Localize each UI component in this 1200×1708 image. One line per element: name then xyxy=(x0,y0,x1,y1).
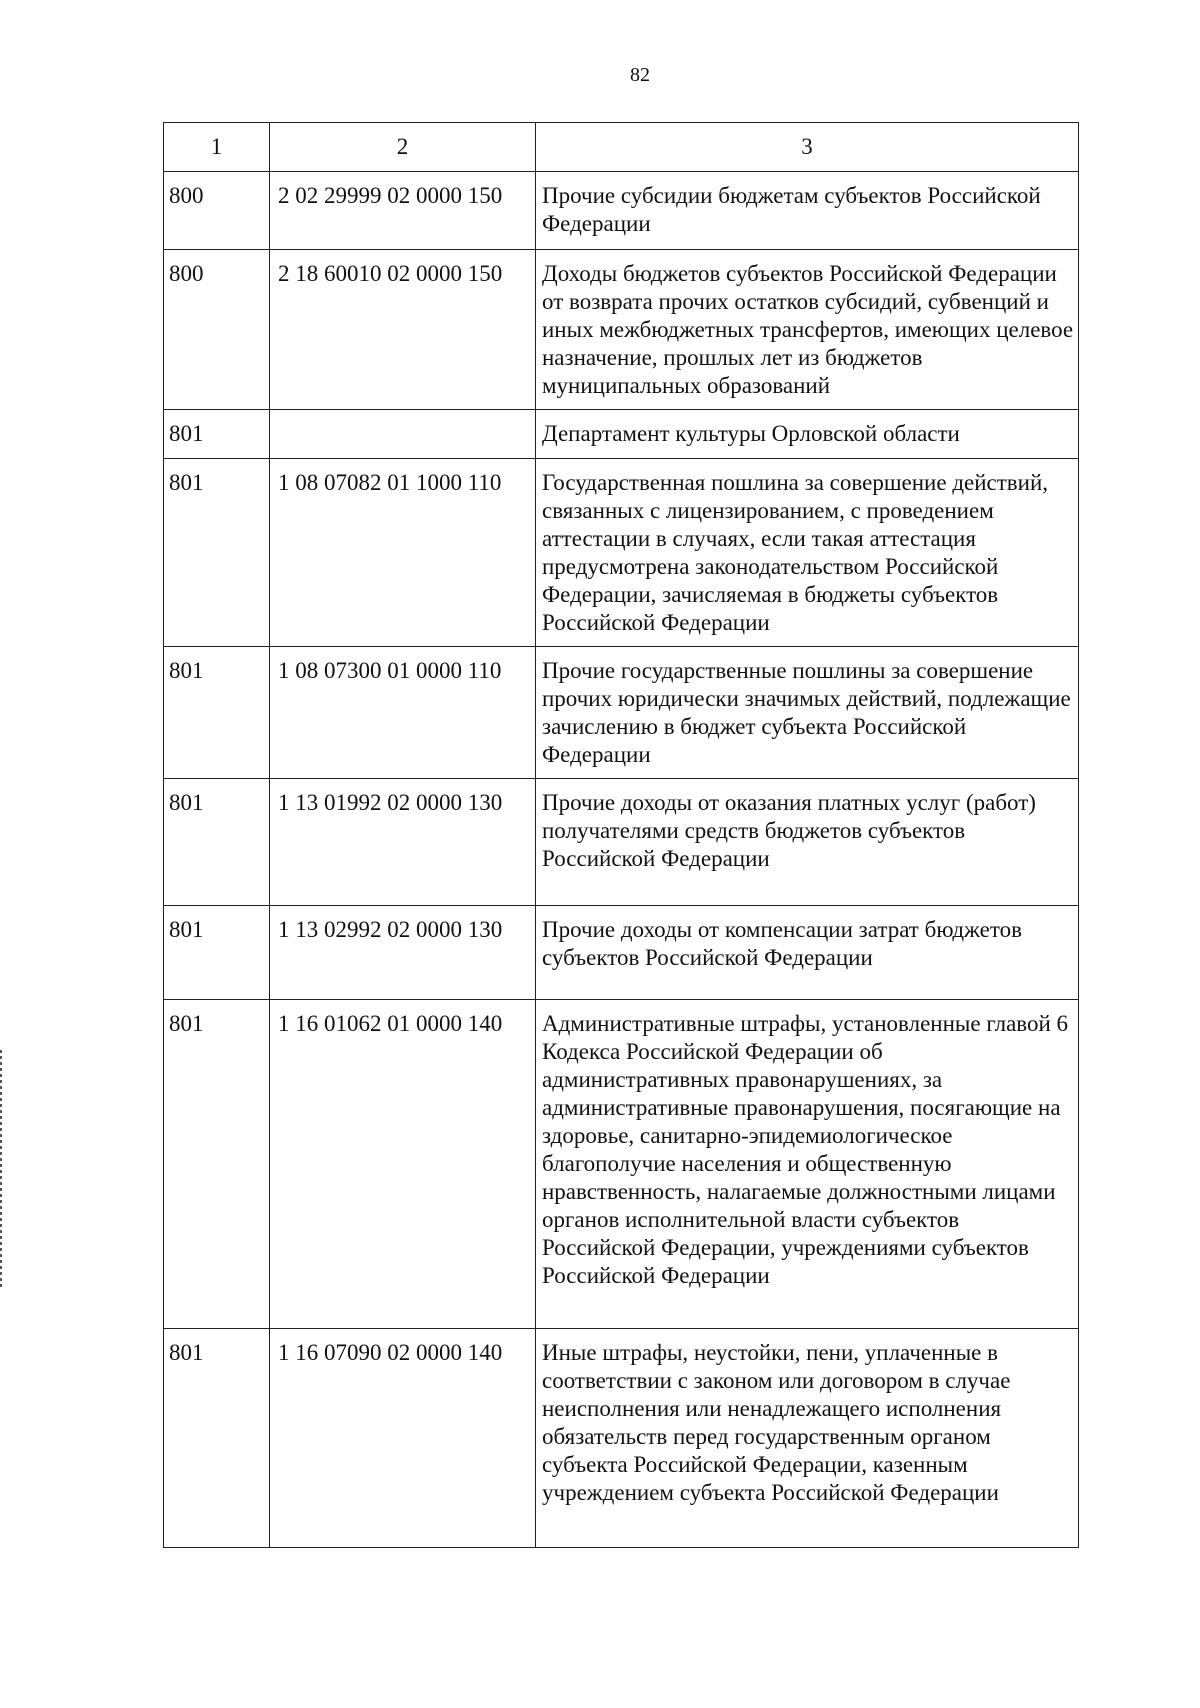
revenue-code-cell: 1 13 01992 02 0000 130 xyxy=(270,779,536,906)
revenue-code-cell: 1 08 07300 01 0000 110 xyxy=(270,647,536,779)
admin-code-cell: 800 xyxy=(164,250,270,410)
revenue-code-cell: 1 16 07090 02 0000 140 xyxy=(270,1329,536,1548)
table-row xyxy=(164,172,1079,250)
description-cell: Доходы бюджетов субъектов Российской Федерации от возврата прочих остатков субсидий, субвенций и иных межбюджетных трансфертов, имеющих целевое назначение, прошлых лет из бюджетов муниципальных образований xyxy=(536,250,1079,410)
admin-code-cell: 801 xyxy=(164,459,270,647)
header-col-3: 3 xyxy=(536,123,1079,172)
table-row xyxy=(164,1329,1079,1548)
table-row xyxy=(164,906,1079,1000)
table-row xyxy=(164,250,1079,410)
admin-code-cell: 801 xyxy=(164,410,270,459)
revenue-code-cell: 1 13 02992 02 0000 130 xyxy=(270,906,536,1000)
header-row xyxy=(164,123,1079,172)
admin-code-cell: 801 xyxy=(164,1000,270,1329)
table-row xyxy=(164,1000,1079,1329)
page-number: 82 xyxy=(630,64,650,86)
description-cell: Иные штрафы, неустойки, пени, уплаченные в соответствии с законом или договором в случае неисполнения или ненадлежащего исполнения обязательств перед государственным органом субъекта Российской Федерации, казенным учреждением субъекта Российской Федерации xyxy=(536,1329,1079,1548)
header-col-2: 2 xyxy=(270,123,536,172)
revenue-code-table xyxy=(163,122,1079,1548)
description-cell: Прочие государственные пошлины за совершение прочих юридически значимых действий, подлежащие зачислению в бюджет субъекта Российской Федерации xyxy=(536,647,1079,779)
description-cell: Прочие доходы от компенсации затрат бюджетов субъектов Российской Федерации xyxy=(536,906,1079,1000)
header-col-1: 1 xyxy=(164,123,270,172)
revenue-code-cell: 1 08 07082 01 1000 110 xyxy=(270,459,536,647)
admin-code-cell: 801 xyxy=(164,1329,270,1548)
table-row xyxy=(164,779,1079,906)
table-row xyxy=(164,459,1079,647)
revenue-code-cell: 2 02 29999 02 0000 150 xyxy=(270,172,536,250)
description-cell: Прочие доходы от оказания платных услуг (работ) получателями средств бюджетов субъектов Российской Федерации xyxy=(536,779,1079,906)
binding-edge-mark xyxy=(0,1050,2,1290)
admin-code-cell: 801 xyxy=(164,906,270,1000)
description-cell: Административные штрафы, установленные главой 6 Кодекса Российской Федерации об административных правонарушениях, за административные правонарушения, посягающие на здоровье, санитарно-эпидемиологическое благополучие населения и общественную нравственность, налагаемые должностными лицами органов исполнительной власти субъектов Российской Федерации, учреждениями субъектов Российской Федерации xyxy=(536,1000,1079,1329)
table-row xyxy=(164,410,1079,459)
revenue-code-cell xyxy=(270,410,536,459)
admin-code-cell: 801 xyxy=(164,647,270,779)
table-row xyxy=(164,647,1079,779)
description-cell: Департамент культуры Орловской области xyxy=(536,410,1079,459)
description-cell: Прочие субсидии бюджетам субъектов Российской Федерации xyxy=(536,172,1079,250)
description-cell: Государственная пошлина за совершение действий, связанных с лицензированием, с проведением аттестации в случаях, если такая аттестация предусмотрена законодательством Российской Федерации, зачисляемая в бюджеты субъектов Российской Федерации xyxy=(536,459,1079,647)
admin-code-cell: 800 xyxy=(164,172,270,250)
revenue-code-cell: 2 18 60010 02 0000 150 xyxy=(270,250,536,410)
revenue-code-cell: 1 16 01062 01 0000 140 xyxy=(270,1000,536,1329)
admin-code-cell: 801 xyxy=(164,779,270,906)
